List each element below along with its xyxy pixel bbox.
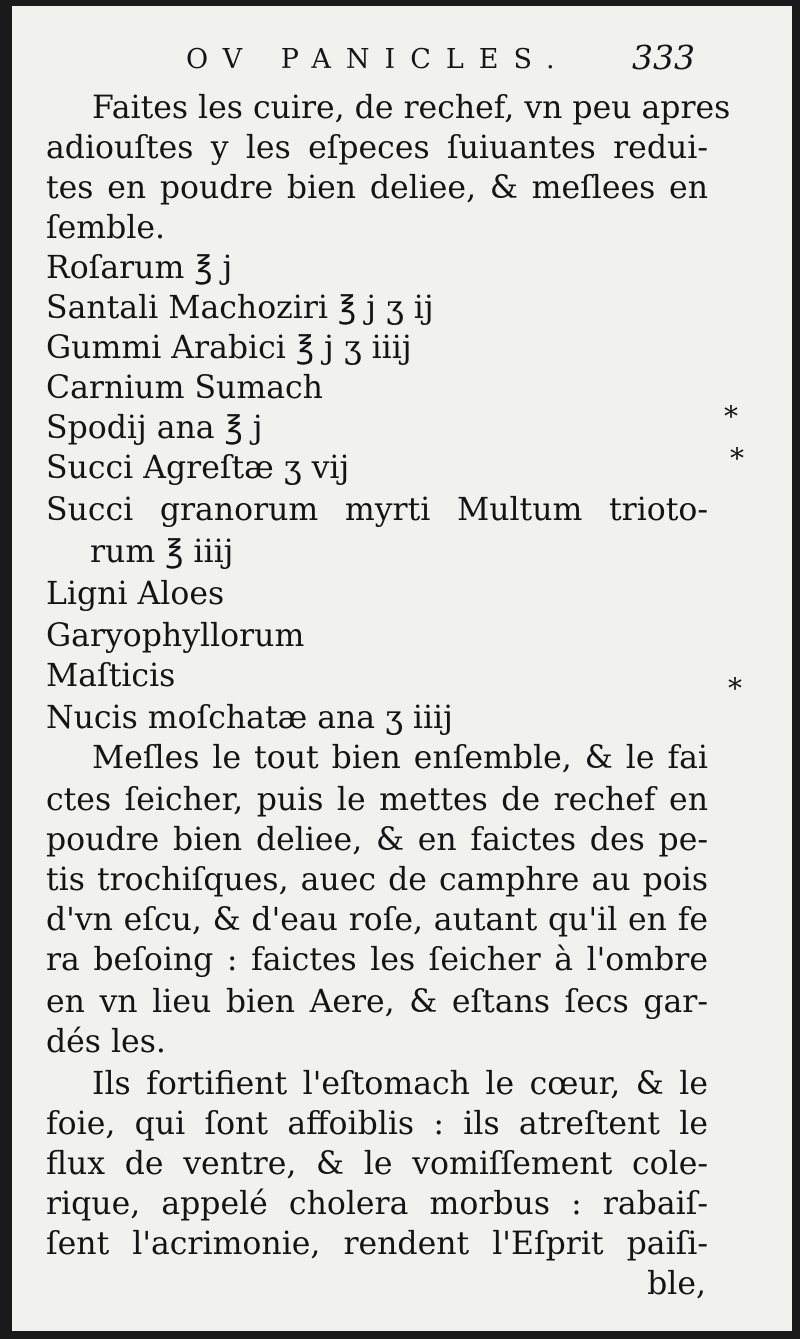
text-line: d'vn eſcu, & d'eau roſe, autant qu'il en fe	[46, 902, 708, 938]
recipe-line: Santali Machoziri ℥ j ʒ ij	[46, 290, 434, 326]
recipe-line: Ligni Aloes	[46, 576, 225, 612]
text-line: ctes ſeicher, puis le mettes de rechef en	[46, 782, 708, 818]
recipe-line: Carnium Sumach	[46, 370, 323, 406]
recipe-line: Succi Agreſtæ ʒ vij	[46, 450, 350, 486]
text-line: rique, appelé cholera morbus : rabaiſ-	[46, 1186, 708, 1222]
page-header	[12, 38, 792, 84]
recipe-line: Garyophyllorum	[46, 618, 305, 654]
recipe-line: Gummi Arabici ℥ j ʒ iiij	[46, 330, 412, 366]
text-line: ble,	[647, 1266, 706, 1302]
text-line: adiouſtes y les eſpeces ſuiuantes redui-	[46, 130, 708, 166]
recipe-line: Nucis moſchatæ ana ʒ iiij	[46, 700, 453, 736]
text-line: Faites les cuire, de rechef, vn peu apres	[92, 90, 731, 126]
running-head: OV PANICLES.	[186, 44, 570, 75]
recipe-line: Spodij ana ℥ j	[46, 410, 263, 446]
page-number: 333	[632, 38, 695, 77]
text-line: foie, qui ſont affoiblis : ils atreſtent le	[46, 1106, 708, 1142]
text-line: dés les.	[46, 1024, 166, 1060]
recipe-line: Maſticis	[46, 658, 176, 694]
text-line: flux de ventre, & le vomiſſement cole-	[46, 1146, 708, 1182]
margin-asterisk: *	[724, 400, 738, 433]
text-line: ra beſoing : faictes les ſeicher à l'ombre	[46, 942, 708, 978]
text-line: Meſles le tout bien enſemble, & le fai	[92, 740, 708, 776]
text-line: en vn lieu bien Aere, & eſtans ſecs gar-	[46, 984, 708, 1020]
text-line: ſent l'acrimonie, rendent l'Eſprit paiſi-	[46, 1226, 708, 1262]
text-line: tes en poudre bien deliee, & meſlees en	[46, 170, 708, 206]
recipe-line: rum ℥ iiij	[90, 534, 234, 570]
margin-asterisk: *	[728, 672, 742, 705]
recipe-line: Roſarum ℥ j	[46, 250, 233, 286]
text-line: poudre bien deliee, & en faictes des pe-	[46, 822, 708, 858]
text-line: Ils fortifient l'eſtomach le cœur, & le	[92, 1066, 708, 1102]
recipe-line: Succi granorum myrti Multum trioto-	[46, 492, 708, 528]
text-line: tis trochiſques, auec de camphre au pois	[46, 862, 708, 898]
margin-asterisk: *	[730, 442, 744, 475]
text-line: ſemble.	[46, 210, 166, 246]
book-page	[12, 6, 792, 1331]
